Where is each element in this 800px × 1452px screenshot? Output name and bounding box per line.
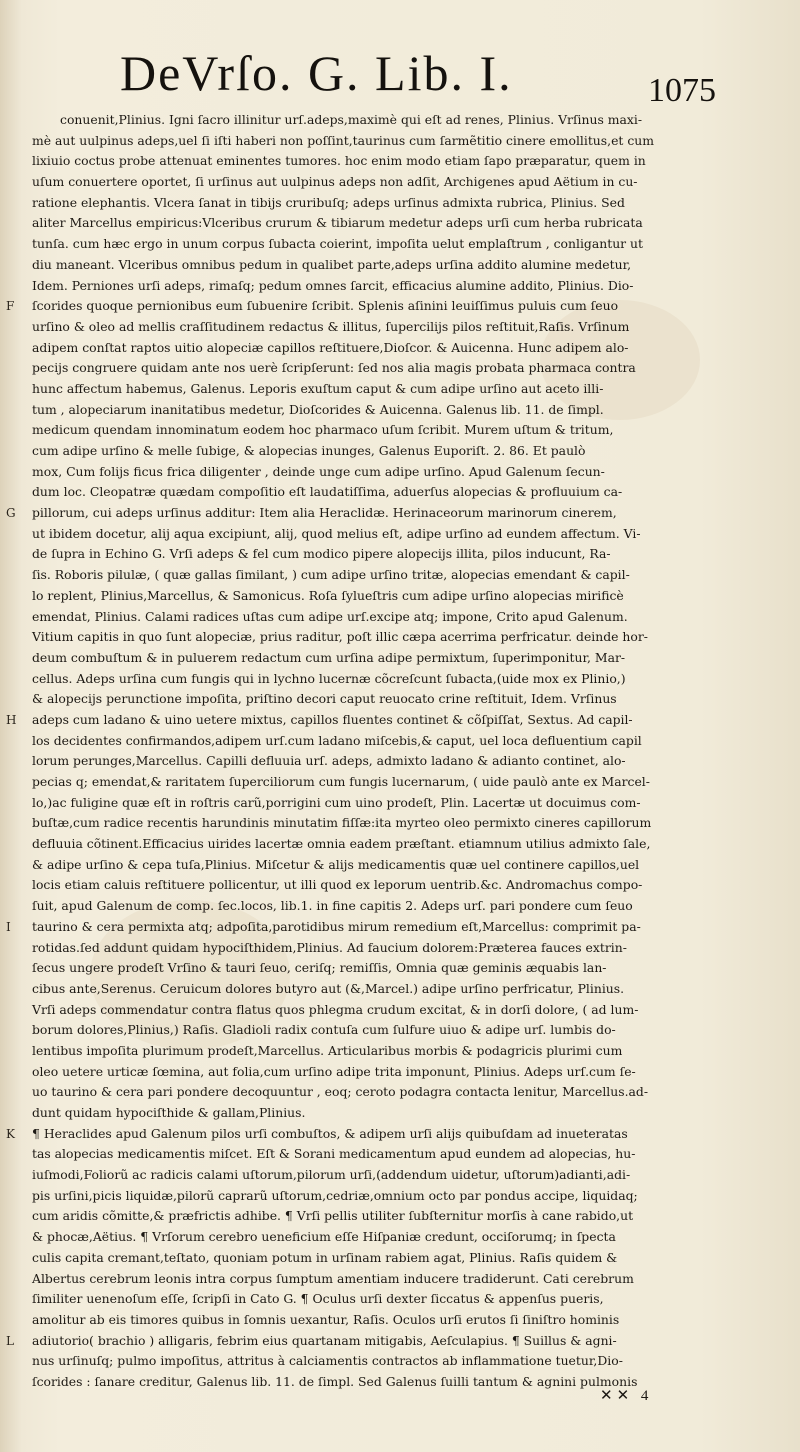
- text-line: [0, 1351, 707, 1372]
- text-line: [0, 813, 707, 834]
- line-text: nus urſinuſq; pulmo impoſitus, attritus à calciamentis contractos ab inflammatione tuetur,Dio-: [32, 1353, 623, 1369]
- line-text: oleo uetere urticæ ſœmina, aut folia,cum urſino adipe trita imponunt, Plinius. Adeps urſ.cum ſe-: [32, 1063, 636, 1079]
- line-text: uſum conuertere oportet, ſi urſinus aut uulpinus adeps non adſit, Archigenes apud Aëtium in cu-: [32, 174, 638, 190]
- text-line: [0, 213, 707, 234]
- text-line: [0, 1227, 707, 1248]
- body-text: [0, 110, 800, 1393]
- text-line: [0, 379, 707, 400]
- line-text: mox, Cum folijs ficus frica diligenter , deinde unge cum adipe urſino. Apud Galenum ſecun-: [32, 463, 605, 479]
- line-text: los decidentes confirmandos,adipem urſ.cum ladano miſcebis,& caput, uel loca defluentium capil: [32, 732, 642, 748]
- line-text: rotidas.ſed addunt quidam hypociſthidem,Plinius. Ad faucium dolorem:Præterea fauces extrin-: [32, 939, 627, 955]
- line-text: & adipe urſino & cepa tuſa,Plinius. Miſcetur & alijs medicamentis quæ uel continere capillos,uel: [32, 856, 640, 872]
- text-line: [0, 131, 707, 152]
- line-text: adipem conſtat raptos uitio alopeciæ capillos reſtituere,Dioſcor. & Auicenna. Hunc adipem alo-: [32, 339, 629, 355]
- text-line: [0, 1165, 707, 1186]
- text-line: [0, 669, 707, 690]
- line-text: emendat, Plinius. Calami radices uſtas cum adipe urſ.excipe atq; impone, Crito apud Galenum.: [32, 608, 628, 624]
- line-text: dum loc. Cleopatræ quædam compoſitio eſt laudatiſſima, aduerſus alopecias & profluuium ca-: [32, 484, 623, 500]
- line-text: mè aut uulpinus adeps,uel ſi iſti haberi non poſſint,taurinus cum ſarmẽtitio cinere emollitus,et cum: [32, 132, 655, 148]
- line-text: de ſupra in Echino G. Vrſi adeps & fel cum modico pipere alopecijs illita, pilos inducunt, Ra-: [32, 546, 611, 562]
- text-line: [0, 958, 707, 979]
- text-line: [0, 544, 707, 565]
- line-text: & alopecijs perunctione impoſita, priſtino decori caput reuocato crine reſtituit, Idem. Vrſinus: [32, 691, 617, 707]
- line-text: pis urſini,picis liquidæ,pilorũ caprarũ uſtorum,cedriæ,omnium octo par pondus accipe, liquidaq;: [32, 1187, 638, 1203]
- line-text: tum , alopeciarum inanitatibus medetur, Dioſcorides & Auicenna. Galenus lib. 11. de ſimpl.: [32, 401, 604, 417]
- text-line: [0, 276, 707, 297]
- signature-mark: ✕✕ 4: [600, 1388, 653, 1404]
- line-text: ſcorides quoque pernionibus eum ſubuenire ſcribit. Splenis aſinini leuiſſimus puluis cum ſeuo: [32, 298, 619, 314]
- page-number: 1075: [648, 72, 716, 109]
- text-line: [0, 772, 707, 793]
- text-line: [0, 1310, 707, 1331]
- line-text: lorum perunges,Marcellus. Capilli defluuia urſ. adeps, admixto ladano & adianto continet, alo-: [32, 753, 626, 769]
- text-line: [0, 710, 707, 731]
- text-line: [0, 1331, 707, 1352]
- text-line: [0, 1124, 707, 1145]
- line-text: ſecus ungere prodeſt Vrſino & tauri ſeuo, ceriſq; remiſſis, Omnia quæ geminis æquabis lan-: [32, 960, 607, 976]
- line-text: ſcorides : ſanare creditur, Galenus lib. 11. de ſimpl. Sed Galenus ſuilli tantum & agnini pulmonis: [32, 1373, 638, 1389]
- line-text: medicum quendam innominatum eodem hoc pharmaco uſum ſcribit. Murem uſtum & tritum,: [32, 422, 614, 438]
- text-line: [0, 689, 707, 710]
- text-line: [0, 110, 710, 131]
- line-text: Vrſi adeps commendatur contra flatus quos phlegma crudum excitat, & in dorſi dolore, ( ad lum-: [32, 1001, 639, 1017]
- line-text: Vitium capitis in quo ſunt alopeciæ, prius raditur, poſt illic cæpa acerrima perfricatur. deinde hor-: [32, 629, 648, 645]
- text-line: [0, 400, 707, 421]
- line-text: dunt quidam hypociſthide & gallam,Plinius.: [32, 1105, 306, 1120]
- line-text: lo,)ac fuligine quæ eſt in roſtris carũ,porrigini cum uino prodeſt, Plin. Lacertæ ut docuimus com-: [32, 794, 641, 810]
- text-line: [0, 1103, 707, 1124]
- line-text: amolitur ab eis timores quibus in ſomnis uexantur, Raſis. Oculos urſi erutos ſi ſiniſtro hominis: [32, 1311, 620, 1327]
- text-line: [0, 151, 707, 172]
- line-text: cellus. Adeps urſina cum fungis qui in lychno lucernæ cõcreſcunt ſubacta,(uide mox ex Plinio,): [32, 670, 626, 686]
- line-text: taurino & cera permixta atq; adpoſita,parotidibus mirum remedium eſt,Marcellus: comprimit pa-: [32, 918, 641, 934]
- line-text: buſtæ,cum radice recentis harundinis minutatim fiſſæ:ita myrteo oleo permixto cineres capillorum: [32, 815, 652, 831]
- line-text: defluuia cõtinent.Efficacius uirides lacertæ omnia eadem præſtant. etiamnum utilius admixto ſale,: [32, 836, 651, 852]
- margin-letter: F: [6, 299, 15, 314]
- text-line: [0, 420, 707, 441]
- text-line: [0, 1000, 707, 1021]
- line-text: lo replent, Plinius,Marcellus, & Samonicus. Roſa ſylueſtris cum adipe urſino alopecias mirificè: [32, 587, 624, 603]
- margin-letter: I: [6, 919, 11, 934]
- line-text: ut ibidem docetur, alij aqua excipiunt, alij, quod melius eſt, adipe urſino ad eundem affectum. Vi-: [32, 525, 641, 541]
- text-line: [0, 793, 707, 814]
- text-line: [0, 586, 707, 607]
- text-line: [0, 524, 707, 545]
- line-text: & phocæ,Aëtius. ¶ Vrſorum cerebro ueneficium eſſe Hiſpaniæ credunt, occiſorumq; in ſpecta: [32, 1229, 616, 1245]
- line-text: locis etiam caluis reſtituere pollicentur, ut illi quod ex leporum uentrib.&c. Andromachus compo-: [32, 877, 643, 893]
- running-header: [0, 44, 800, 112]
- text-line: [0, 358, 707, 379]
- line-text: Idem. Perniones urſi adeps, rimaſq; pedum omnes ſarcit, efficacius alumine addito, Plinius. Dio-: [32, 277, 634, 293]
- line-text: culis capita cremant,teſtato, quoniam potum in urſinam rabiem agat, Plinius. Raſis quidem &: [32, 1249, 618, 1265]
- text-line: [0, 834, 707, 855]
- margin-letter: H: [6, 712, 17, 727]
- page-header-title: DeVrſo. G. Lib. I.: [120, 45, 513, 101]
- text-line: [0, 917, 707, 938]
- text-line: [0, 296, 707, 317]
- text-line: [0, 1289, 707, 1310]
- line-text: pecijs congruere quidam ante nos uerè ſcripſerunt: ſed nos alia magis probata pharmaca contra: [32, 360, 636, 376]
- text-line: [0, 1082, 707, 1103]
- text-line: [0, 896, 707, 917]
- line-text: deum combuſtum & in puluerem redactum cum urſina adipe permixtum, ſuperimponitur, Mar-: [32, 649, 626, 665]
- line-text: tas alopecias medicamentis miſcet. Eſt & Sorani medicamentum apud eundem ad alopecias, hu-: [32, 1146, 636, 1162]
- line-text: lixiuio coctus probe attenuat eminentes tumores. hoc enim modo etiam ſapo præparatur, quem in: [32, 153, 646, 169]
- line-text: iuſmodi,Foliorũ ac radicis calami uſtorum,pilorum urſi,(addendum uidetur, uſtorum)adianti,adi-: [32, 1167, 631, 1183]
- text-line: [0, 648, 707, 669]
- text-line: [0, 979, 707, 1000]
- text-line: [0, 234, 707, 255]
- text-line: [0, 607, 707, 628]
- line-text: pillorum, cui adeps urſinus additur: Item alia Heraclidæ. Herinaceorum marinorum cinerem,: [32, 505, 617, 521]
- line-text: uo taurino & cera pari pondere decoquuntur , eoq; ceroto podagra contacta lenitur, Marcellus.ad-: [32, 1084, 649, 1100]
- text-line: [0, 731, 707, 752]
- line-text: borum dolores,Plinius,) Raſis. Gladioli radix contuſa cum ſulfure uiuo & adipe urſ. lumbis do-: [32, 1022, 616, 1038]
- line-text: Albertus cerebrum leonis intra corpus ſumptum amentiam inducere tradiderunt. Cati cerebrum: [32, 1270, 634, 1286]
- text-line: [0, 1269, 707, 1290]
- margin-letter: L: [6, 1333, 14, 1348]
- text-line: [0, 1186, 707, 1207]
- text-line: [0, 938, 707, 959]
- line-text: cum aridis cõmitte,& præfrictis adhibe. ¶ Vrſi pellis utiliter ſubſternitur morſis à cane rabido,ut: [32, 1208, 634, 1224]
- line-text: lentibus impoſita plurimum prodeſt,Marcellus. Articularibus morbis & podagricis plurimi cum: [32, 1042, 623, 1058]
- text-line: [0, 193, 707, 214]
- line-text: ſuit, apud Galenum de comp. ſec.locos, lib.1. in fine capitis 2. Adeps urſ. pari pondere cum ſeuo: [32, 898, 633, 914]
- line-text: adiutorio( brachio ) alligaris, febrim eius quartanam mitigabis, Aeſculapius. ¶ Suillus & agni-: [32, 1332, 617, 1348]
- text-line: [0, 1020, 707, 1041]
- text-line: [0, 441, 707, 462]
- line-text: urſino & oleo ad mellis craſſitudinem redactus & illitus, ſupercilijs pilos reſtituit,Raſis. Vrſinum: [32, 318, 630, 334]
- text-line: [0, 255, 707, 276]
- text-line: [0, 1144, 707, 1165]
- line-text: tunſa. cum hæc ergo in unum corpus ſubacta coierint, impoſita uelut emplaſtrum , conligantur ut: [32, 236, 643, 252]
- text-line: [0, 627, 707, 648]
- text-line: [0, 338, 707, 359]
- text-line: [0, 1248, 707, 1269]
- text-line: [0, 855, 707, 876]
- line-text: ratione elephantis. Vlcera ſanat in tibijs cruribuſq; adeps urſinus admixta rubrica, Plinius. Sed: [32, 194, 625, 210]
- text-line: [0, 317, 707, 338]
- text-line: [0, 503, 707, 524]
- text-line: [0, 565, 707, 586]
- text-line: [0, 1206, 707, 1227]
- text-line: [0, 172, 707, 193]
- line-text: adeps cum ladano & uino uetere mixtus, capillos fluentes continet & cõſpiſſat, Sextus. Ad capil-: [32, 711, 633, 727]
- text-line: [0, 751, 707, 772]
- line-text: diu maneant. Vlceribus omnibus pedum in qualibet parte,adeps urſina addito alumine medetur,: [32, 256, 632, 272]
- line-text: ¶ Heraclides apud Galenum pilos urſi combuſtos, & adipem urſi alijs quibuſdam ad inueteratas: [32, 1125, 628, 1141]
- text-line: [0, 462, 707, 483]
- margin-letter: G: [6, 506, 16, 521]
- text-line: [0, 875, 707, 896]
- text-line: [0, 1041, 707, 1062]
- line-text: cibus ante,Serenus. Ceruicum dolores butyro aut (&,Marcel.) adipe urſino perfricatur, Plinius.: [32, 980, 625, 996]
- line-text: pecias q; emendat,& raritatem ſuperciliorum cum fungis lucernarum, ( uide paulò ante ex Marcel-: [32, 774, 650, 789]
- line-text: hunc affectum habemus, Galenus. Leporis exuſtum caput & cum adipe urſino aut aceto illi-: [32, 380, 604, 396]
- line-text: cum adipe urſino & melle ſubige, & alopecias inunges, Galenus Euporiſt. 2. 86. Et paulò: [32, 443, 586, 458]
- margin-letter: K: [6, 1126, 15, 1141]
- text-line: [0, 482, 707, 503]
- line-text: ſis. Roboris pilulæ, ( quæ gallas ſimilant, ) cum adipe urſino tritæ, alopecias emendant & capil-: [32, 567, 630, 583]
- line-text: ſimiliter uenenoſum eſſe, ſcripſi in Cato G. ¶ Oculus urſi dexter ſiccatus & appenſus pueris,: [32, 1291, 604, 1307]
- line-text: aliter Marcellus empiricus:Vlceribus crurum & tibiarum medetur adeps urſi cum herba rubricata: [32, 215, 643, 231]
- text-line: [0, 1062, 707, 1083]
- line-text: conuenit,Plinius. Igni ſacro illinitur urſ.adeps,maximè qui eſt ad renes, Plinius. Vrſinus maxi-: [60, 112, 643, 127]
